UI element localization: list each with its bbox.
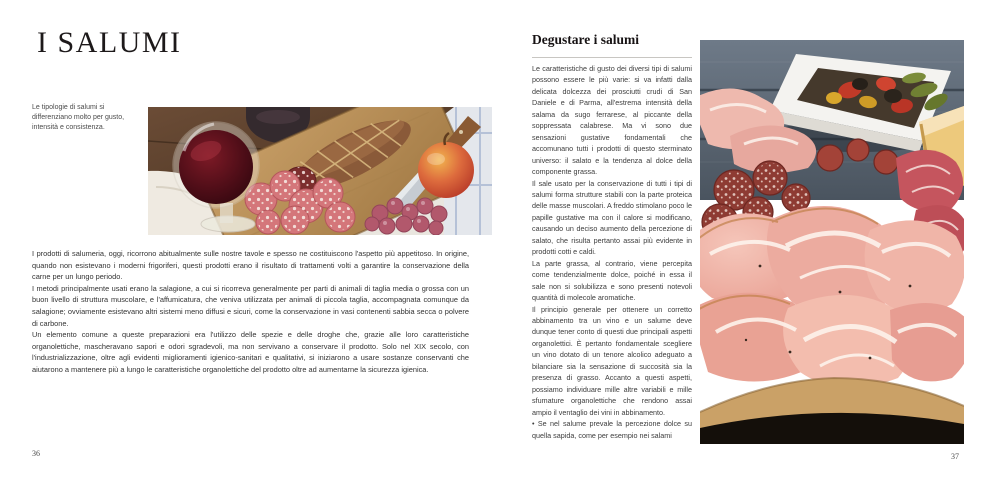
cured-meat-platter-photo: [700, 40, 964, 444]
right-paragraph-1: Le caratteristiche di gusto dei diversi tipi di salumi possono essere le più varie: si va infatti dalla delicata dolcezza dei prosciutti crudi di San Daniele e di Parma, all'estrema intensità della salama da sugo ferrarese, al piccante della soppressata calabrese. Ma vi sono due sensazioni gustative fondamentali che accomunano tutti i prodotti di questo sterminato universo: il salato e la tendenza al dolce della componente grassa.: [532, 64, 692, 177]
wine-and-salami-photo: [148, 107, 492, 235]
left-paragraph-3: Un elemento comune a queste preparazioni era l'utilizzo delle spezie e delle droghe che, grazie alle loro caratteristiche organolettiche, mascheravano sapori e odori sgradevoli, ma non servivano a conservare il prodotto. Solo nel XIX secolo, con l'industrializzazione, oltre agli evidenti miglioramenti igienico-sanitari e qualitativi, si iniziarono a usare sostanze conservanti che aiutarono a mantenere più a lungo le caratteristiche organolettiche del prodotto oltre ad aumentarne la sicurezza igienica.: [32, 330, 469, 374]
right-paragraph-bullet: • Se nel salume prevale la percezione dolce su quella sapida, come per esempio nei salami: [532, 419, 692, 440]
wine-and-salami-illustration: [148, 107, 492, 235]
right-paragraph-2: Il sale usato per la conservazione di tutti i tipi di salumi forma strutture stabili con la parte proteica delle masse muscolari. A freddo stimolano poco le papille gustative ma con il calore si modificano, causando un deciso aumento della percezione di salato, che risulta pertanto assai più evidente in prodotti cotti e caldi.: [532, 178, 692, 257]
right-body-text: [532, 63, 692, 441]
left-body-text: [32, 248, 469, 376]
page-title: I SALUMI: [37, 26, 182, 59]
right-paragraph-4: Il principio generale per ottenere un corretto abbinamento tra un vino e un salume deve dunque tener conto di questi due principali aspetti organolettici. È pertanto fondamentale scegliere un vino dotato di un tenore alcolico adeguato a bilanciare sia la sensazione di succosità sia la presenza di grasso. Accanto a questi aspetti, possiamo individuare mille altre variabili e mille sfumature organolettiche che rendono assai ampio il ventaglio dei vini in abbinamento.: [532, 304, 692, 417]
cured-meat-platter-illustration: [700, 40, 964, 444]
intro-caption: Le tipologie di salumi si differenziano molto per gusto, intensità e consistenza.: [32, 104, 125, 131]
section-heading: Degustare i salumi: [532, 32, 639, 47]
page-number-left: 36: [32, 449, 40, 458]
heading-divider: [532, 57, 692, 58]
left-paragraph-2: I metodi principalmente usati erano la salagione, a cui si ricorreva generalmente per parti di animali di taglia media o grossa con un buon livello di struttura muscolare, e l'affumicatura, che veniva utilizzata per animali di piccola taglia, accompagnata comunque da salagione; ovviamente esistevano altri sistemi meno diffusi e sicuri, come la conservazione in vasi contenenti sabbia secca o polvere di carbone.: [32, 283, 469, 328]
page-number-right: 37: [951, 452, 959, 461]
right-paragraph-3: La parte grassa, al contrario, viene percepita come tendenzialmente dolce, poiché in essa il sale non si solubilizza e sono presenti notevoli quantità di molecole aromatiche.: [532, 258, 692, 303]
left-paragraph-1: I prodotti di salumeria, oggi, ricorrono abitualmente sulle nostre tavole e spesso ne costituiscono l'aspetto più appetitoso. In origine, quando non esistevano i moderni frigoriferi, questi prodotti erano il risultato di trattamenti volti a garantire la conservazione della carne per un lungo periodo.: [32, 249, 469, 282]
